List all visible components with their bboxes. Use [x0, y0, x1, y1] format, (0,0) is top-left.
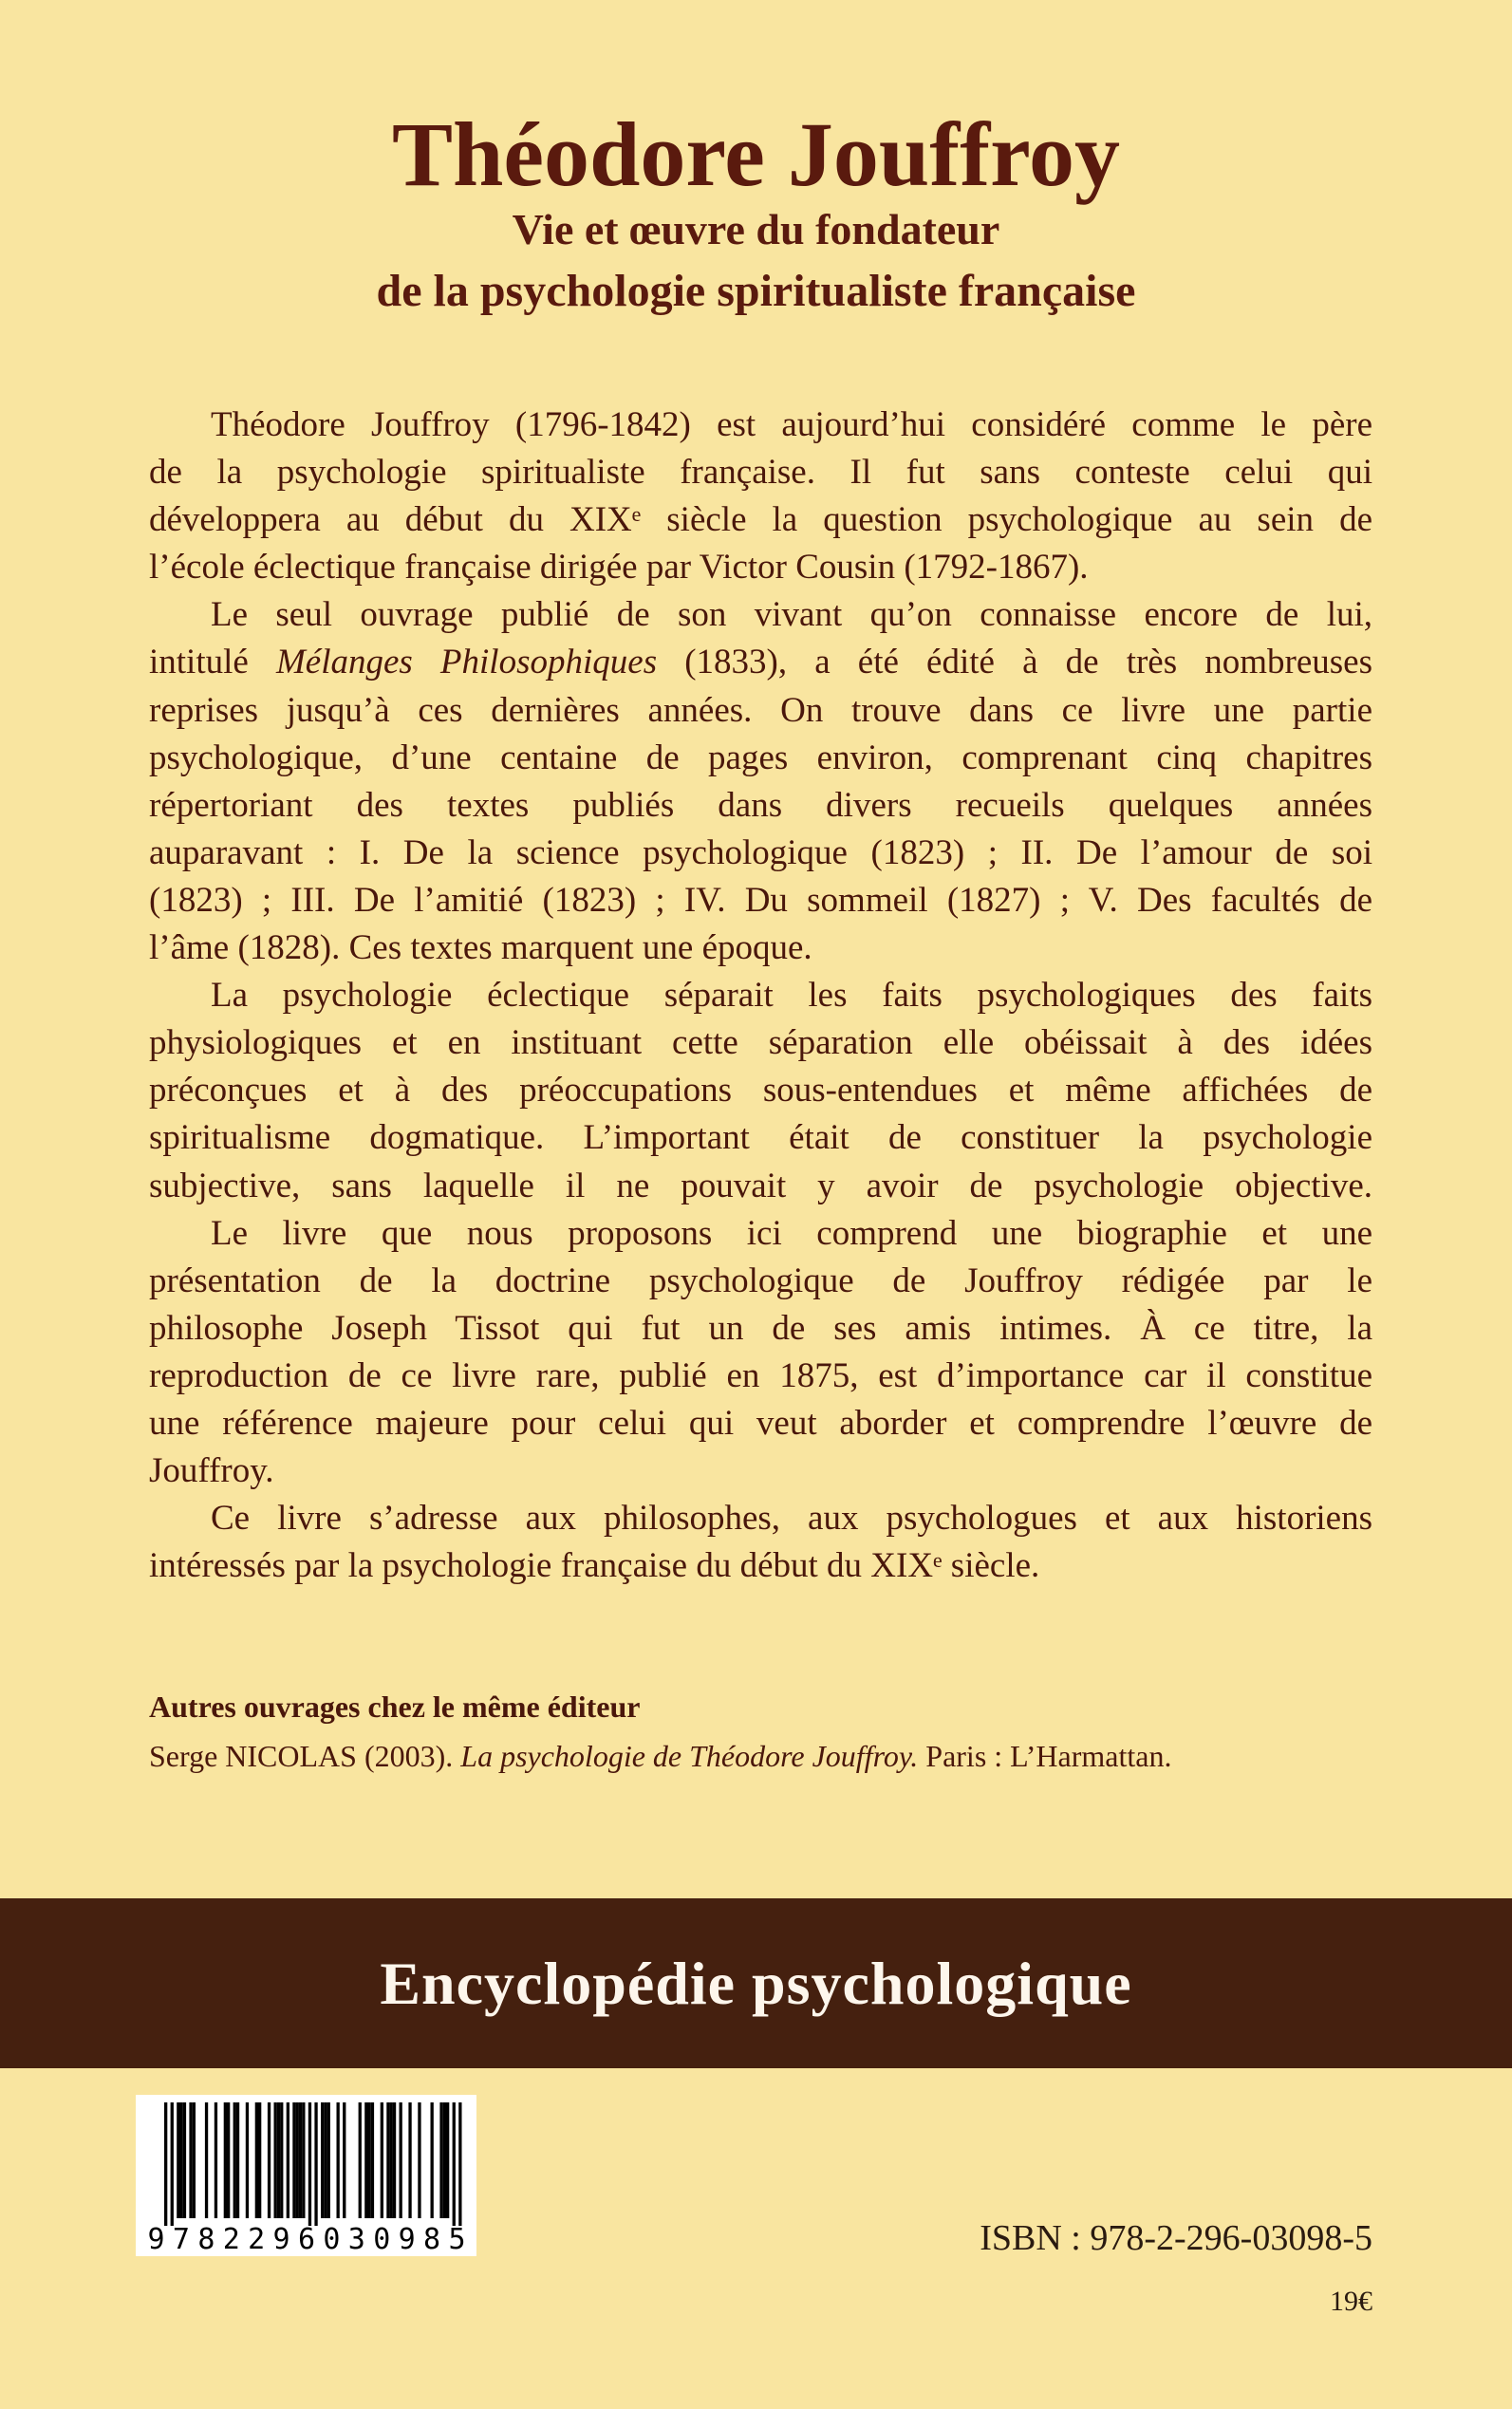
- barcode-bar: [233, 2102, 236, 2218]
- barcode-bar: [302, 2102, 305, 2218]
- book-subtitle-line2: de la psychologie spiritualiste française: [376, 266, 1136, 316]
- barcode-bar: [215, 2102, 217, 2218]
- barcode-bar: [386, 2102, 389, 2218]
- barcode-bar: [236, 2102, 239, 2218]
- blurb-line: La psychologie éclectique séparait les faits psychologiques des faits: [211, 976, 1372, 1016]
- barcode-bar: [390, 2102, 393, 2218]
- book-title: Théodore Jouffroy: [391, 103, 1121, 205]
- barcode-bar: [224, 2102, 227, 2218]
- barcode-bar: [446, 2102, 449, 2218]
- barcode-bar: [314, 2102, 317, 2226]
- barcode-bar: [368, 2102, 371, 2218]
- isbn: ISBN : 978-2-296-03098-5: [980, 2218, 1372, 2258]
- blurb-line: physiologiques et en instituant cette séparation elle obéissait à des idées: [149, 1023, 1372, 1063]
- barcode-bar: [321, 2102, 324, 2218]
- blurb-line: répertoriant des textes publiés dans divers recueils quelques années: [149, 785, 1372, 825]
- barcode: [136, 2095, 476, 2256]
- blurb-line: Le seul ouvrage publié de son vivant qu’on connaisse encore de lui,: [211, 595, 1372, 635]
- barcode-bar: [280, 2102, 283, 2218]
- blurb-line: philosophe Joseph Tissot qui fut un de ses amis intimes. À ce titre, la: [149, 1308, 1372, 1348]
- other-works-entry: [149, 1731, 1402, 1781]
- barcode-bar: [189, 2102, 192, 2218]
- barcode-bar: [431, 2102, 434, 2218]
- blurb-line: reproduction de ce livre rare, publié en 1875, est d’importance car il constitue: [149, 1355, 1372, 1395]
- line-text: (1833), a été édité à de très nombreuses: [657, 643, 1372, 682]
- barcode-bar: [453, 2102, 456, 2226]
- book-title-italic: Mélanges Philosophiques: [275, 643, 658, 682]
- barcode-digits: 9782296030985: [147, 2223, 466, 2256]
- blurb-line: [149, 639, 1372, 686]
- blurb-line: Ce livre s’adresse aux philosophes, aux psychologues et aux historiens: [211, 1499, 1372, 1539]
- barcode-bar: [343, 2102, 345, 2218]
- barcode-bar: [205, 2102, 208, 2218]
- blurb-line: psychologique, d’une centaine de pages environ, comprenant cinq chapitres: [149, 738, 1372, 777]
- other-works-title: La psychologie de Théodore Jouffroy.: [460, 1739, 919, 1773]
- barcode-bar: [308, 2102, 311, 2226]
- barcode-bar: [327, 2102, 330, 2218]
- blurb-line: préconçues et à des préoccupations sous-entendues et même affichées de: [149, 1071, 1372, 1111]
- blurb-line: de la psychologie spiritualiste française. Il fut sans conteste celui qui: [149, 453, 1372, 493]
- barcode-bar: [183, 2102, 186, 2218]
- barcode-bar: [255, 2102, 258, 2218]
- other-works-author: Serge NICOLAS (2003).: [149, 1739, 461, 1773]
- barcode-bar: [393, 2102, 396, 2218]
- barcode-bar: [418, 2102, 420, 2218]
- blurb-line: l’âme (1828). Ces textes marquent une époque.: [149, 928, 812, 968]
- barcode-bars: [136, 2095, 476, 2256]
- blurb-line: développera au début du XIXᵉ siècle la question psychologique au sein de: [149, 500, 1372, 540]
- barcode-bar: [364, 2102, 367, 2218]
- price: 19€: [1330, 2286, 1372, 2317]
- blurb-line: Le livre que nous proposons ici comprend une biographie et une: [211, 1213, 1372, 1253]
- barcode-bar: [443, 2102, 446, 2218]
- barcode-bar: [381, 2102, 383, 2218]
- barcode-bar: [359, 2102, 362, 2218]
- blurb-line: Théodore Jouffroy (1796-1842) est aujourd’hui considéré comme le père: [211, 405, 1372, 444]
- other-works: [149, 1682, 1402, 1781]
- series-name: Encyclopédie psychologique: [380, 1949, 1132, 2017]
- blurb-line: une référence majeure pour celui qui veut aborder et comprendre l’œuvre de: [149, 1403, 1372, 1443]
- other-works-heading: Autres ouvrages chez le même éditeur: [149, 1690, 641, 1724]
- barcode-bar: [400, 2102, 402, 2218]
- book-subtitle-line1: Vie et œuvre du fondateur: [512, 205, 1000, 253]
- barcode-bar: [292, 2102, 295, 2218]
- barcode-bar: [268, 2102, 271, 2218]
- barcode-bar: [180, 2102, 183, 2218]
- line-text: intitulé: [149, 643, 276, 682]
- barcode-bar: [177, 2102, 179, 2218]
- blurb-line: intéressés par la psychologie française du début du XIXᵉ siècle.: [149, 1546, 1040, 1586]
- barcode-bar: [287, 2102, 289, 2218]
- barcode-bar: [299, 2102, 302, 2218]
- barcode-bar: [274, 2102, 277, 2218]
- barcode-bar: [171, 2102, 174, 2226]
- barcode-bar: [277, 2102, 280, 2218]
- blurb-line: (1823) ; III. De l’amitié (1823) ; IV. Du sommeil (1827) ; V. Des facultés de: [149, 880, 1372, 920]
- barcode-bar: [164, 2102, 167, 2226]
- barcode-bar: [408, 2102, 411, 2218]
- blurb-line: auparavant : I. De la science psychologique (1823) ; II. De l’amour de soi: [149, 832, 1372, 872]
- barcode-bar: [324, 2102, 327, 2218]
- blurb-line: l’école éclectique française dirigée par Victor Cousin (1792-1867).: [149, 548, 1089, 588]
- barcode-bar: [227, 2102, 230, 2218]
- blurb-line: spiritualisme dogmatique. L’important était de constituer la psychologie: [149, 1118, 1372, 1158]
- series-band: [0, 1898, 1512, 2068]
- barcode-bar: [439, 2102, 442, 2218]
- barcode-bar: [296, 2102, 299, 2218]
- blurb-line: Jouffroy.: [149, 1451, 274, 1491]
- barcode-bar: [246, 2102, 249, 2218]
- barcode-bar: [193, 2102, 196, 2218]
- blurb: [149, 402, 1372, 1590]
- blurb-line: subjective, sans laquelle il ne pouvait y avoir de psychologie objective.: [149, 1166, 1372, 1205]
- barcode-bar: [337, 2102, 340, 2218]
- barcode-bar: [371, 2102, 374, 2218]
- other-works-publisher: Paris : L’Harmattan.: [918, 1739, 1172, 1773]
- barcode-bar: [458, 2102, 461, 2226]
- blurb-line: reprises jusqu’à ces dernières années. On trouve dans ce livre une partie: [149, 690, 1372, 730]
- blurb-line: présentation de la doctrine psychologique de Jouffroy rédigée par le: [149, 1261, 1372, 1300]
- barcode-bar: [258, 2102, 261, 2218]
